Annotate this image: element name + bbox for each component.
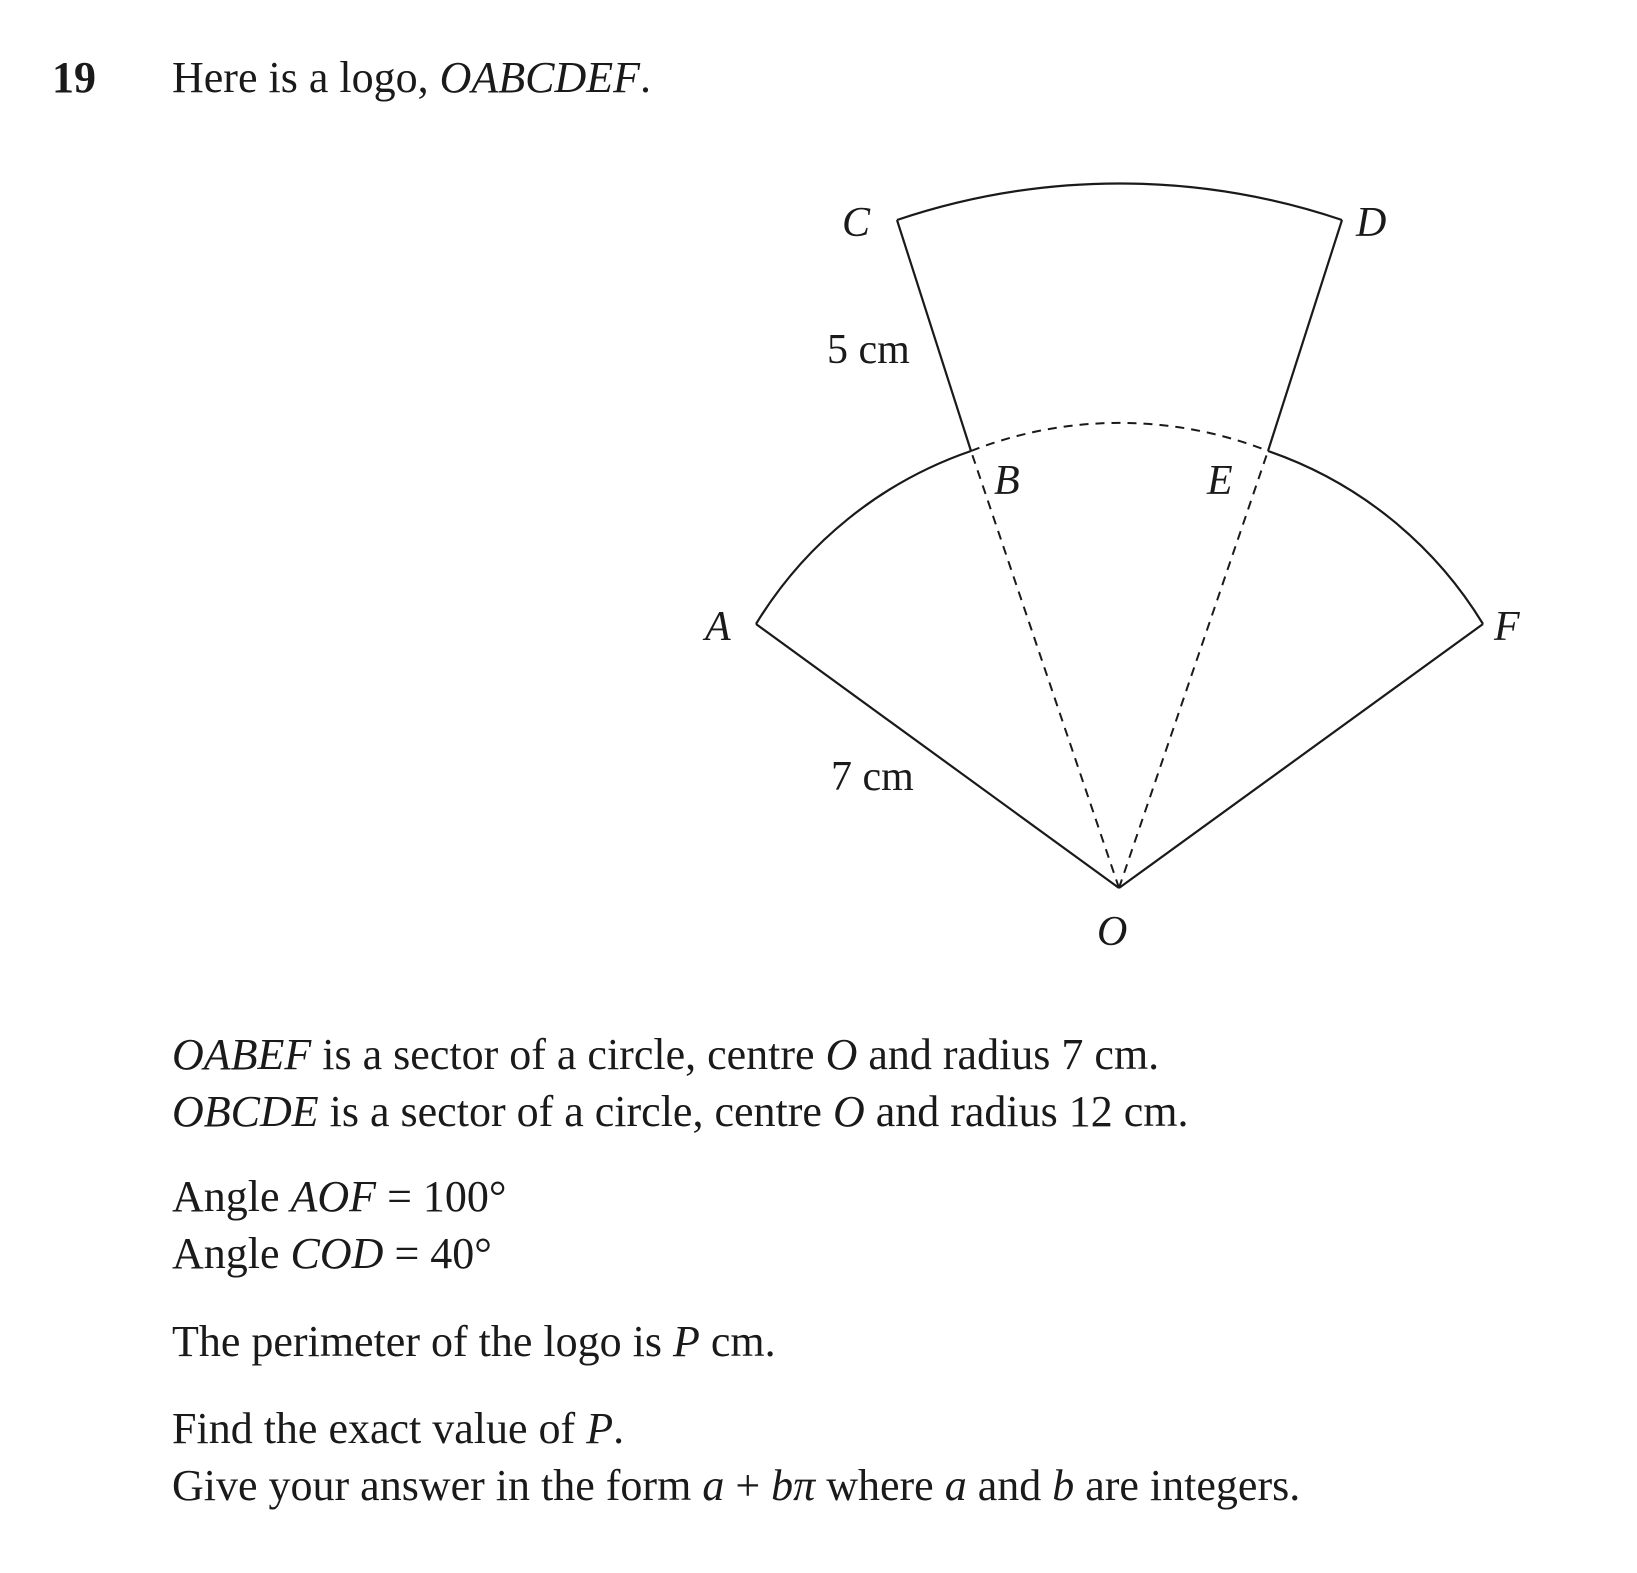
intro-text: Here is a logo, — [172, 53, 440, 102]
arc-ef — [1268, 451, 1483, 624]
angle-statements — [172, 1168, 506, 1282]
label-o: O — [1097, 909, 1128, 955]
radius-oa — [756, 624, 1119, 888]
arc-be-dashed — [971, 423, 1268, 451]
label-5cm: 5 cm — [827, 327, 910, 373]
dashed-ob — [971, 451, 1119, 888]
radius-of — [1119, 624, 1483, 888]
task-statements — [172, 1400, 1300, 1514]
arc-ab — [756, 451, 971, 624]
intro-end: . — [640, 53, 651, 102]
question-number: 19 — [52, 53, 96, 102]
sector-statements — [172, 1026, 1189, 1140]
label-a: A — [705, 604, 731, 650]
sector2-line: OBCDE is a sector of a circle, centre O and radius 12 cm. — [172, 1087, 1189, 1136]
label-c: C — [842, 200, 871, 246]
label-7cm: 7 cm — [831, 754, 914, 800]
segment-de — [1268, 220, 1342, 451]
angle2-line: Angle COD = 40° — [172, 1229, 492, 1278]
perimeter-statement: The perimeter of the logo is P cm. — [172, 1317, 776, 1366]
task2-line: Give your answer in the form a + bπ where a and b are integers. — [172, 1461, 1301, 1510]
dashed-oe — [1119, 451, 1268, 888]
arc-cd — [897, 183, 1342, 220]
sector1-line: OABEF is a sector of a circle, centre O and radius 7 cm. — [172, 1030, 1160, 1079]
task1-line: Find the exact value of P. — [172, 1404, 625, 1453]
label-e: E — [1207, 458, 1233, 504]
angle1-line: Angle AOF = 100° — [172, 1172, 507, 1221]
intro-logo-name: OABCDEF — [439, 53, 640, 102]
label-b: B — [994, 458, 1020, 504]
label-d: D — [1356, 200, 1387, 246]
label-f: F — [1494, 604, 1520, 650]
